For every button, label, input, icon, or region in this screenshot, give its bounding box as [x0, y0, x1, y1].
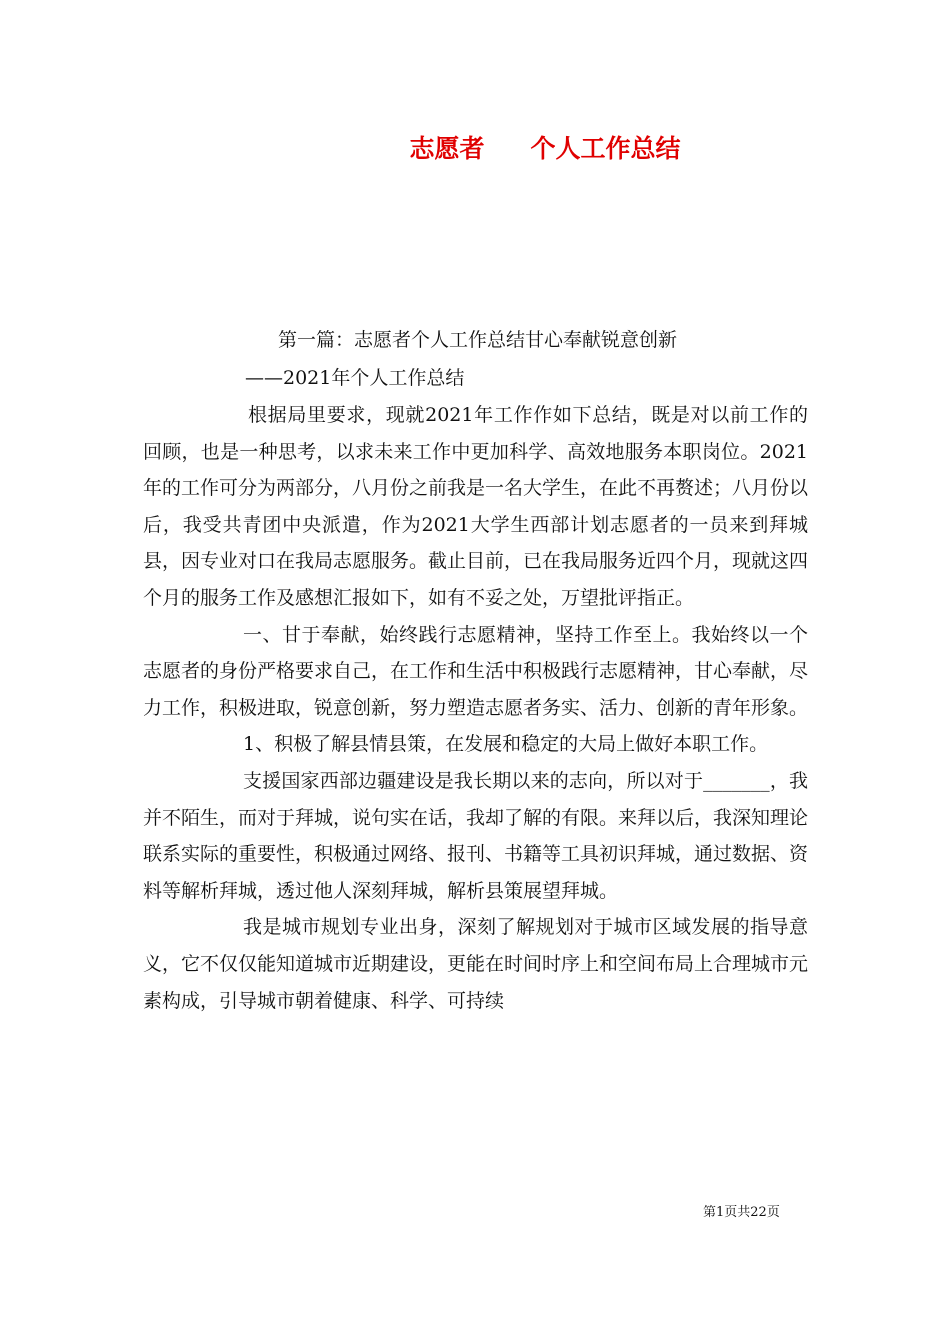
paragraph: 一、甘于奉献，始终践行志愿精神，坚持工作至上。我始终以一个志愿者的身份严格要求自己，在工作和生活中积极践行志愿精神，甘心奉献，尽力工作，积极进取，锐意创新，努力塑造志愿者务实、活力、创新的青年形象。 [143, 623, 809, 719]
section-heading: 第一篇：志愿者个人工作总结甘心奉献锐意创新 [278, 329, 678, 351]
document-title [0, 131, 950, 167]
document-title-part1: 志愿者 [409, 134, 485, 163]
page-footer: 第1页共22页 [703, 1205, 780, 1220]
paragraph: 根据局里要求，现就2021年工作作如下总结，既是对以前工作的回顾，也是一种思考，以求未来工作中更加科学、高效地服务本职岗位。2021年的工作可分为两部分，八月份之前我是一名大学生，在此不再赘述；八月份以后，我受共青团中央派遣，作为2021大学生西部计划志愿者的一员来到拜城县，因专业对口在我局志愿服务。截止目前，已在我局服务近四个月，现就这四个月的服务工作及感想汇报如下，如有不妥之处，万望批评指正。 [143, 404, 809, 609]
paragraph: 1、积极了解县情县策，在发展和稳定的大局上做好本职工作。 [243, 733, 769, 756]
document-title-part2: 个人工作总结 [530, 134, 681, 163]
document-body [143, 397, 808, 1019]
paragraph: 支援国家西部边疆建设是我长期以来的志向，所以对于_______，我并不陌生，而对于拜城，说句实在话，我却了解的有限。来拜以后，我深知理论联系实际的重要性，积极通过网络、报刊、书籍等工具初识拜城，通过数据、资料等解析拜城，透过他人深刻拜城，解析县策展望拜城。 [143, 769, 809, 902]
section-subheading: ——2021年个人工作总结 [245, 367, 465, 389]
paragraph: 我是城市规划专业出身，深刻了解规划对于城市区域发展的指导意义，它不仅仅能知道城市近期建设，更能在时间时序上和空间布局上合理城市元素构成，引导城市朝着健康、科学、可持续 [143, 916, 809, 1012]
